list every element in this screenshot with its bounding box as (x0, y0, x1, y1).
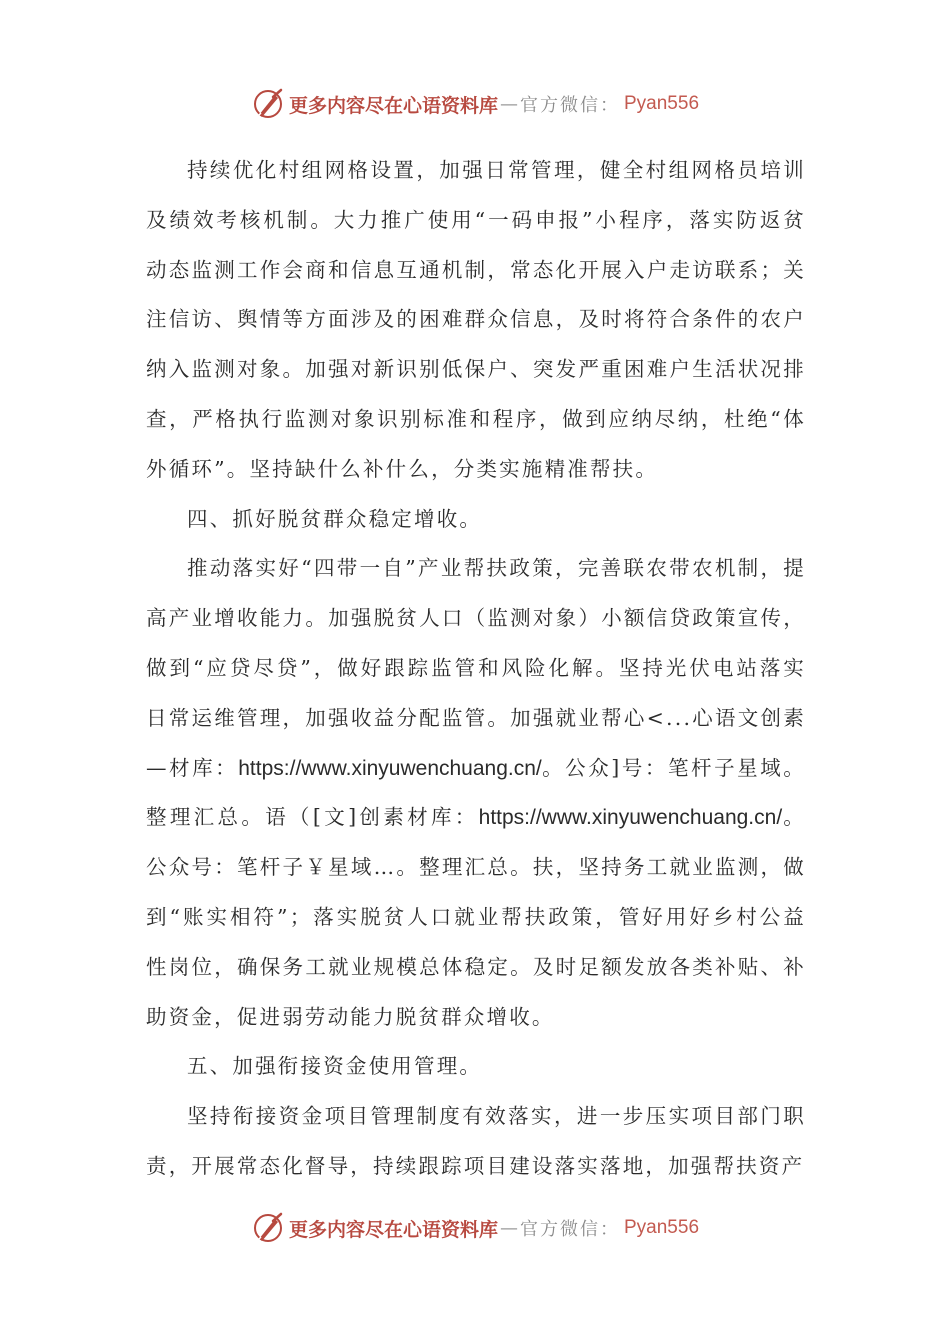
paragraph-monitoring: 持续优化村组网格设置，加强日常管理，健全村组网格员培训及绩效考核机制。大力推广使用“一码申报”小程序，落实防返贫动态监测工作会商和信息互通机制，常态化开展入户走访联系；关注信访、舆情等方面涉及的困难群众信息，及时将符合条件的农户纳入监测对象。加强对新识别低保户、突发严重困难户生活状况排查，严格执行监测对象识别标准和程序，做到应纳尽纳，杜绝“体外循环”。坚持缺什么补什么，分类实施精准帮扶。 (146, 158, 806, 481)
header-banner (0, 84, 950, 124)
paragraph-funds: 坚持衔接资金项目管理制度有效落实，进一步压实项目部门职责，开展常态化督导，持续跟踪项目建设落实落地，加强帮扶资产 (146, 1104, 806, 1178)
footer-banner (0, 1208, 950, 1248)
quill-pen-logo-icon (251, 1211, 285, 1245)
section-heading-4: 四、抓好脱贫群众稳定增收。 (187, 506, 483, 531)
banner-wechat-id: Pyan556 (624, 93, 700, 114)
banner-official-label: 官方微信： (520, 1219, 620, 1240)
banner-wechat-id: Pyan556 (624, 1217, 700, 1238)
document-body (146, 146, 806, 1192)
paragraph-income (146, 544, 806, 1042)
paragraph-income-text-3: 。公众号：笔杆子￥星域…。整理汇总。扶，坚持务工就业监测，做到“账实相符”；落实脱贫人口就业帮扶政策，管好用好乡村公益性岗位，确保务工就业规模总体稳定。及时足额发放各类补贴、补助资金，促进弱劳动能力脱贫群众增收。 (146, 805, 806, 1029)
paragraph-income-text-1: 推动落实好“四带一自”产业帮扶政策，完善联农带农机制，提高产业增收能力。加强脱贫人口（监测对象）小额信贷政策宣传，做到“应贷尽贷”，做好跟踪监管和风险化解。坚持光伏电站落实日常运维管理，加强收益分配监管。加强就业帮心<...心语文创素—材库： (146, 556, 806, 780)
paragraph-income-text-2: 。公众]号：笔杆子星域。整理汇总。语（[文]创素材库： (146, 755, 806, 830)
section-heading-5: 五、加强衔接资金使用管理。 (187, 1054, 483, 1079)
banner-brand-text: 更多内容尽在心语资料库 (288, 1218, 498, 1241)
banner-official-label: 官方微信： (520, 95, 620, 116)
website-url-1: https://www.xinyuwenchuang.cn/ (238, 756, 542, 780)
website-url-2: https://www.xinyuwenchuang.cn/ (478, 806, 783, 830)
banner-brand-text: 更多内容尽在心语资料库 (288, 94, 498, 117)
banner-dash: — (500, 1217, 518, 1239)
quill-pen-logo-icon (251, 87, 285, 121)
banner-dash: — (500, 93, 518, 115)
